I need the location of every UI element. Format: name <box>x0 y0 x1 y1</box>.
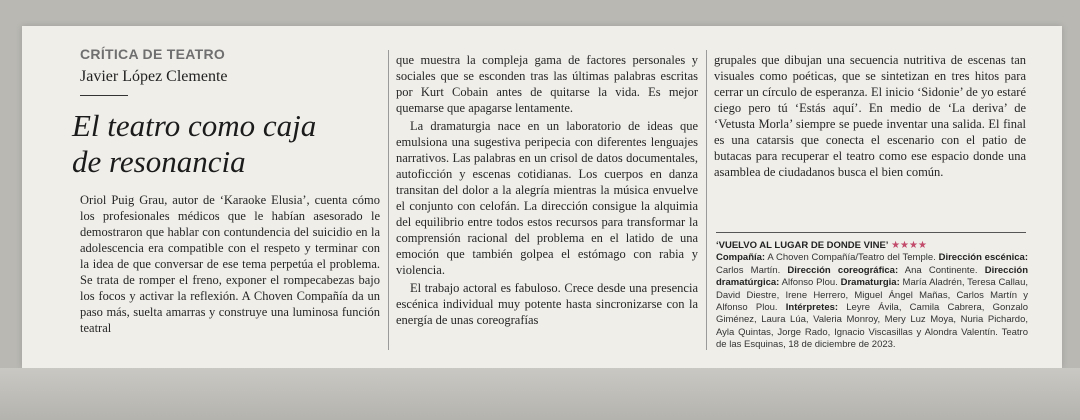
credits-box <box>716 240 1028 352</box>
credit-value: Leyre Ávila, Camila Cabrera, Gonzalo Giménez, Laura Lúa, Valeria Monroy, Mery Luz Moya, Nuria Pichardo, Ayla Quintas, Jorge Rado, Ignacio Viscasillas y Alondra Valentín. <box>716 302 1029 338</box>
rating-stars: ★★★★ <box>891 240 927 251</box>
page-lower-edge <box>0 368 1080 420</box>
credit-label: Dirección coreográfica: <box>787 264 899 276</box>
show-title: ‘VUELVO AL LUGAR DE DONDE VINE’ <box>716 240 889 251</box>
credit-label: Intérpretes: <box>785 302 839 314</box>
article-column-2 <box>396 52 698 352</box>
credit-label: Compañía: <box>716 252 766 264</box>
credit-value: Ana Continente. <box>904 264 978 276</box>
column-divider <box>388 50 389 350</box>
paragraph-continued: grupales que dibujan una secuencia nutritiva de escenas tan visuales como poéticas, que se sintetizan en tres hitos para cerrar un círculo de esperanza. El inicio ‘Sidonie’ de yo estaré ciego pero tú ‘Estás aquí’. En medio de ‘La deriva’ de ‘Vetusta Morla’ siempre se puede inventar una salida. El final es una catarsis que conecta el escenario con el patio de butacas para recuperar el teatro como ese espacio donde una asamblea de ciudadanos busca el bien común. <box>714 53 1026 179</box>
article-column-3 <box>714 52 1026 212</box>
headline-line-1: El teatro como caja <box>72 108 317 143</box>
article-column-1 <box>80 192 380 348</box>
credit-value: A Choven Compañía/Teatro del Temple. <box>767 252 936 264</box>
credit-value: Carlos Martín. <box>716 264 781 276</box>
venue-date: Teatro de las Esquinas, 18 de diciembre de 2023. <box>716 326 1028 351</box>
credit-value: Alfonso Plou. <box>781 277 838 289</box>
credit-value: María Aladrén, Teresa Callau, David Diestre, Irene Herrero, Miguel Ángel Mañas, Carlos Martín y Alfonso Plou. <box>716 277 1029 314</box>
byline-divider <box>80 95 128 96</box>
paragraph-continued: que muestra la compleja gama de factores personales y sociales que se esconden tras las últimas palabras escritas por Kurt Cobain antes de quitarse la vida. Es mejor quemarse que apagarse lentamente. <box>396 53 698 115</box>
section-kicker: CRÍTICA DE TEATRO <box>80 46 226 62</box>
credit-label: Dramaturgia: <box>840 277 900 289</box>
article-headline <box>72 108 392 180</box>
column-divider <box>706 50 707 350</box>
author-byline: Javier López Clemente <box>80 68 228 85</box>
paragraph: El trabajo actoral es fabuloso. Crece desde una presencia escénica individual muy potente hasta sincronizarse con la energía de unas coreografías <box>396 281 698 327</box>
credit-label: Dirección dramatúrgica: <box>716 264 1028 289</box>
paragraph: La dramaturgia nace en un laboratorio de ideas que emulsiona una sugestiva peripecia con diferentes lenguajes narrativos. Las palabras en un crisol de datos documentales, autoficción y escenas cotidianas. Los cuerpos en danza transitan del dolor a la alegría mientras la música envuelve el conjunto con celofán. La dirección consigue la alquimia del equilibrio entre todos estos recursos para transformar la comprensión racional del problema en el latido de una emoción que también golpea el estómago con rabia y violencia. <box>396 119 698 277</box>
paragraph: Oriol Puig Grau, autor de ‘Karaoke Elusia’, cuenta cómo los profesionales médicos que le habían asesorado le demostraron que hablar con contundencia del suicidio en la adolescencia era compatible con el respeto y terminar con la idea de que conversar de ese tema perpetúa el problema. Se trata de romper el freno, exponer el rompecabezas bajo los focos y activar la reflexión. A Choven Compañía da un paso más, suelta amarras y construye una luminosa función teatral <box>80 193 380 335</box>
headline-line-2: de resonancia <box>72 144 246 179</box>
credit-label: Dirección escénica: <box>938 252 1028 264</box>
credits-divider <box>716 232 1026 233</box>
